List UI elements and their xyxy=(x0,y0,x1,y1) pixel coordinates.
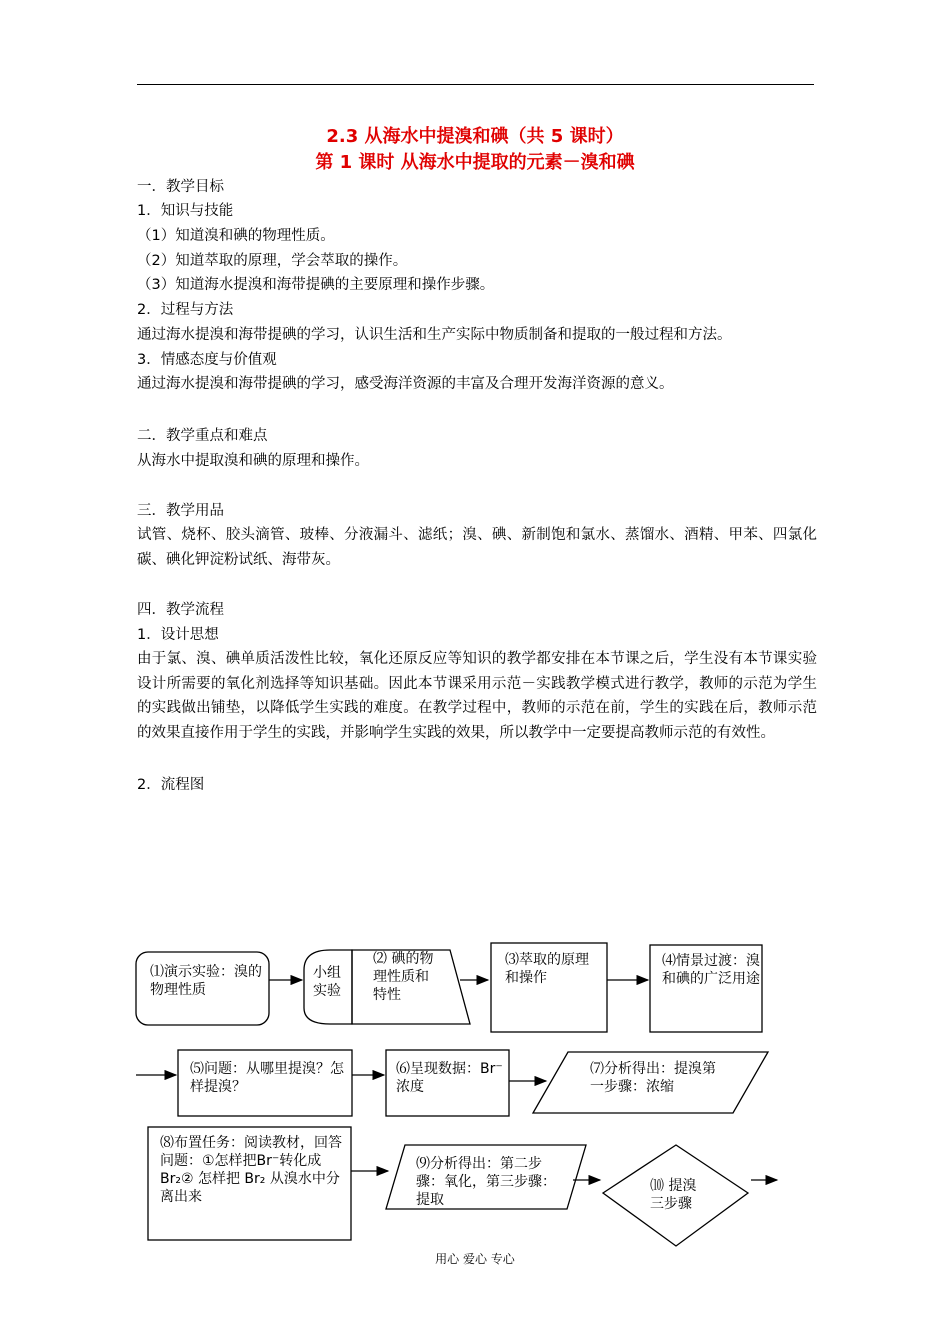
goal-item-1: （1）知道溴和碘的物理性质。 xyxy=(137,228,335,244)
section-heading-materials: 三．教学用品 xyxy=(137,503,224,519)
materials-text: 试管、烧杯、胶头滴管、玻棒、分液漏斗、滤纸；溴、碘、新制饱和氯水、蒸馏水、酒精、甲苯、四氯化碳、碘化钾淀粉试纸、海带灰。 xyxy=(137,527,817,568)
subheading-attitude: 3．情感态度与价值观 xyxy=(137,352,277,368)
box-10-text: ⑽ 提溴三步骤 xyxy=(650,1178,697,1212)
section-heading-goals: 一．教学目标 xyxy=(137,179,224,195)
page-subtitle: 第 1 课时 从海水中提取的元素－溴和碘 xyxy=(315,152,635,173)
box-7-text: ⑺分析得出：提溴第一步骤：浓缩 xyxy=(590,1061,716,1095)
keypoints-text: 从海水中提取溴和碘的原理和操作。 xyxy=(137,453,369,469)
box-9-text: ⑼分析得出：第二步骤：氧化，第三步骤：提取 xyxy=(416,1156,556,1208)
design-text: 由于氯、溴、碘单质活泼性比较，氧化还原反应等知识的教学都安排在本节课之后，学生没有本节课实验设计所需要的氧化剂选择等知识基础。因此本节课采用示范－实践教学模式进行教学，教师的示范为学生的实践做出铺垫，以降低学生实践的难度。在教学过程中，教师的示范在前，学生的实践在后，教师示范的效果直接作用于学生的实践，并影响学生实践的效果，所以教学中一定要提高教师示范的有效性。 xyxy=(137,651,817,741)
box-2-left-text: 小组实验 xyxy=(313,965,341,999)
subheading-knowledge: 1．知识与技能 xyxy=(137,203,234,219)
box-5-text: ⑸问题：从哪里提溴？怎样提溴？ xyxy=(190,1061,344,1095)
page-footer: 用心 爱心 专心 xyxy=(435,1252,515,1266)
box-4-text: ⑷情景过渡：溴和碘的广泛用途 xyxy=(662,953,760,987)
box-6-text: ⑹呈现数据：Br⁻浓度 xyxy=(396,1061,503,1095)
process-text: 通过海水提溴和海带提碘的学习，认识生活和生产实际中物质制备和提取的一般过程和方法。 xyxy=(137,327,732,343)
box-8-text: ⑻布置任务：阅读教材，回答问题：①怎样把Br⁻转化成 Br₂② 怎样把 Br₂ 从溴水中分离出来 xyxy=(160,1135,342,1205)
subheading-design: 1．设计思想 xyxy=(137,627,219,643)
page-title: 2.3 从海水中提溴和碘（共 5 课时） xyxy=(326,126,624,147)
box-2-right-text: ⑵ 碘的物理性质和特性 xyxy=(373,951,434,1003)
box-3-text: ⑶萃取的原理和操作 xyxy=(505,952,589,986)
subheading-flowchart: 2．流程图 xyxy=(137,777,205,793)
subheading-process: 2．过程与方法 xyxy=(137,302,234,318)
section-heading-keypoints: 二．教学重点和难点 xyxy=(137,428,268,444)
goal-item-3: （3）知道海水提溴和海带提碘的主要原理和操作步骤。 xyxy=(137,277,495,293)
goal-item-2: （2）知道萃取的原理，学会萃取的操作。 xyxy=(137,253,408,269)
section-heading-flow: 四．教学流程 xyxy=(137,602,224,618)
box-1-text: ⑴演示实验：溴的物理性质 xyxy=(150,964,262,998)
attitude-text: 通过海水提溴和海带提碘的学习，感受海洋资源的丰富及合理开发海洋资源的意义。 xyxy=(137,376,674,392)
